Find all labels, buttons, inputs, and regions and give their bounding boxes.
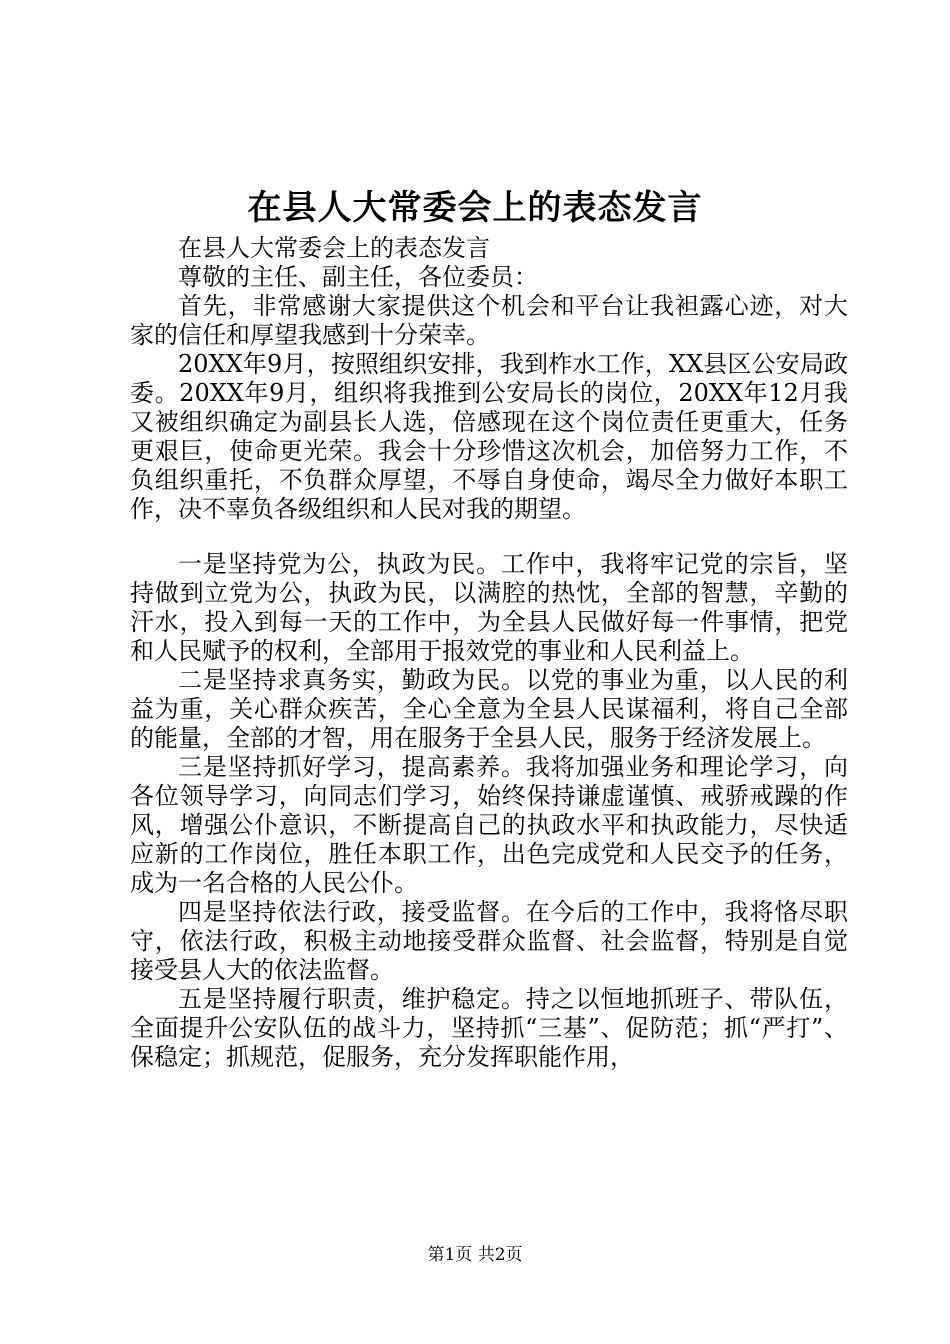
paragraph-salutation: 尊敬的主任、副主任，各位委员： xyxy=(178,263,538,291)
paragraph-point-5: 五是坚持履行职责，维护稳定。持之以恒地抓班子、带队伍，全面提升公安队伍的战斗力，坚持抓“三基”、促防范；抓“严打”、保稳定；抓规范，促服务，充分发挥职能作用， xyxy=(130,985,848,1071)
paragraph-background: 20XX年9月，按照组织安排，我到柞水工作，XX县区公安局政委。20XX年9月，组织将我推到公安局长的岗位，20XX年12月我又被组织确定为副县长人选，倍感现在这个岗位责任更重大，任务更艰巨，使命更光荣。我会十分珍惜这次机会，加倍努力工作，不负组织重托，不负群众厚望，不辱自身使命，竭尽全力做好本职工作，决不辜负各级组织和人民对我的期望。 xyxy=(130,350,848,523)
paragraph-point-2: 二是坚持求真务实，勤政为民。以党的事业为重，以人民的利益为重，关心群众疾苦，全心全意为全县人民谋福利，将自己全部的能量，全部的才智，用在服务于全县人民，服务于经济发展上。 xyxy=(130,666,848,752)
document-body xyxy=(130,234,848,1072)
paragraph-point-1: 一是坚持党为公，执政为民。工作中，我将牢记党的宗旨，坚持做到立党为公，执政为民，以满腔的热忱，全部的智慧，辛勤的汗水，投入到每一天的工作中，为全县人民做好每一件事情，把党和人民赋予的权利，全部用于报效党的事业和人民利益上。 xyxy=(130,550,848,665)
paragraph-subtitle: 在县人大常委会上的表态发言 xyxy=(178,234,490,262)
paragraph-thanks: 首先，非常感谢大家提供这个机会和平台让我袒露心迹，对大家的信任和厚望我感到十分荣幸。 xyxy=(130,292,848,349)
page-number: 第1页 共2页 xyxy=(427,1245,523,1265)
paragraph-point-4: 四是坚持依法行政，接受监督。在今后的工作中，我将恪尽职守，依法行政，积极主动地接受群众监督、社会监督，特别是自觉接受县人大的依法监督。 xyxy=(130,898,848,984)
document-title: 在县人大常委会上的表态发言 xyxy=(247,188,703,228)
paragraph-point-3: 三是坚持抓好学习，提高素养。我将加强业务和理论学习，向各位领导学习，向同志们学习，始终保持谦虚谨慎、戒骄戒躁的作风，增强公仆意识，不断提高自己的执政水平和执政能力，尽快适应新的工作岗位，胜任本职工作，出色完成党和人民交予的任务，成为一名合格的人民公仆。 xyxy=(130,753,848,897)
